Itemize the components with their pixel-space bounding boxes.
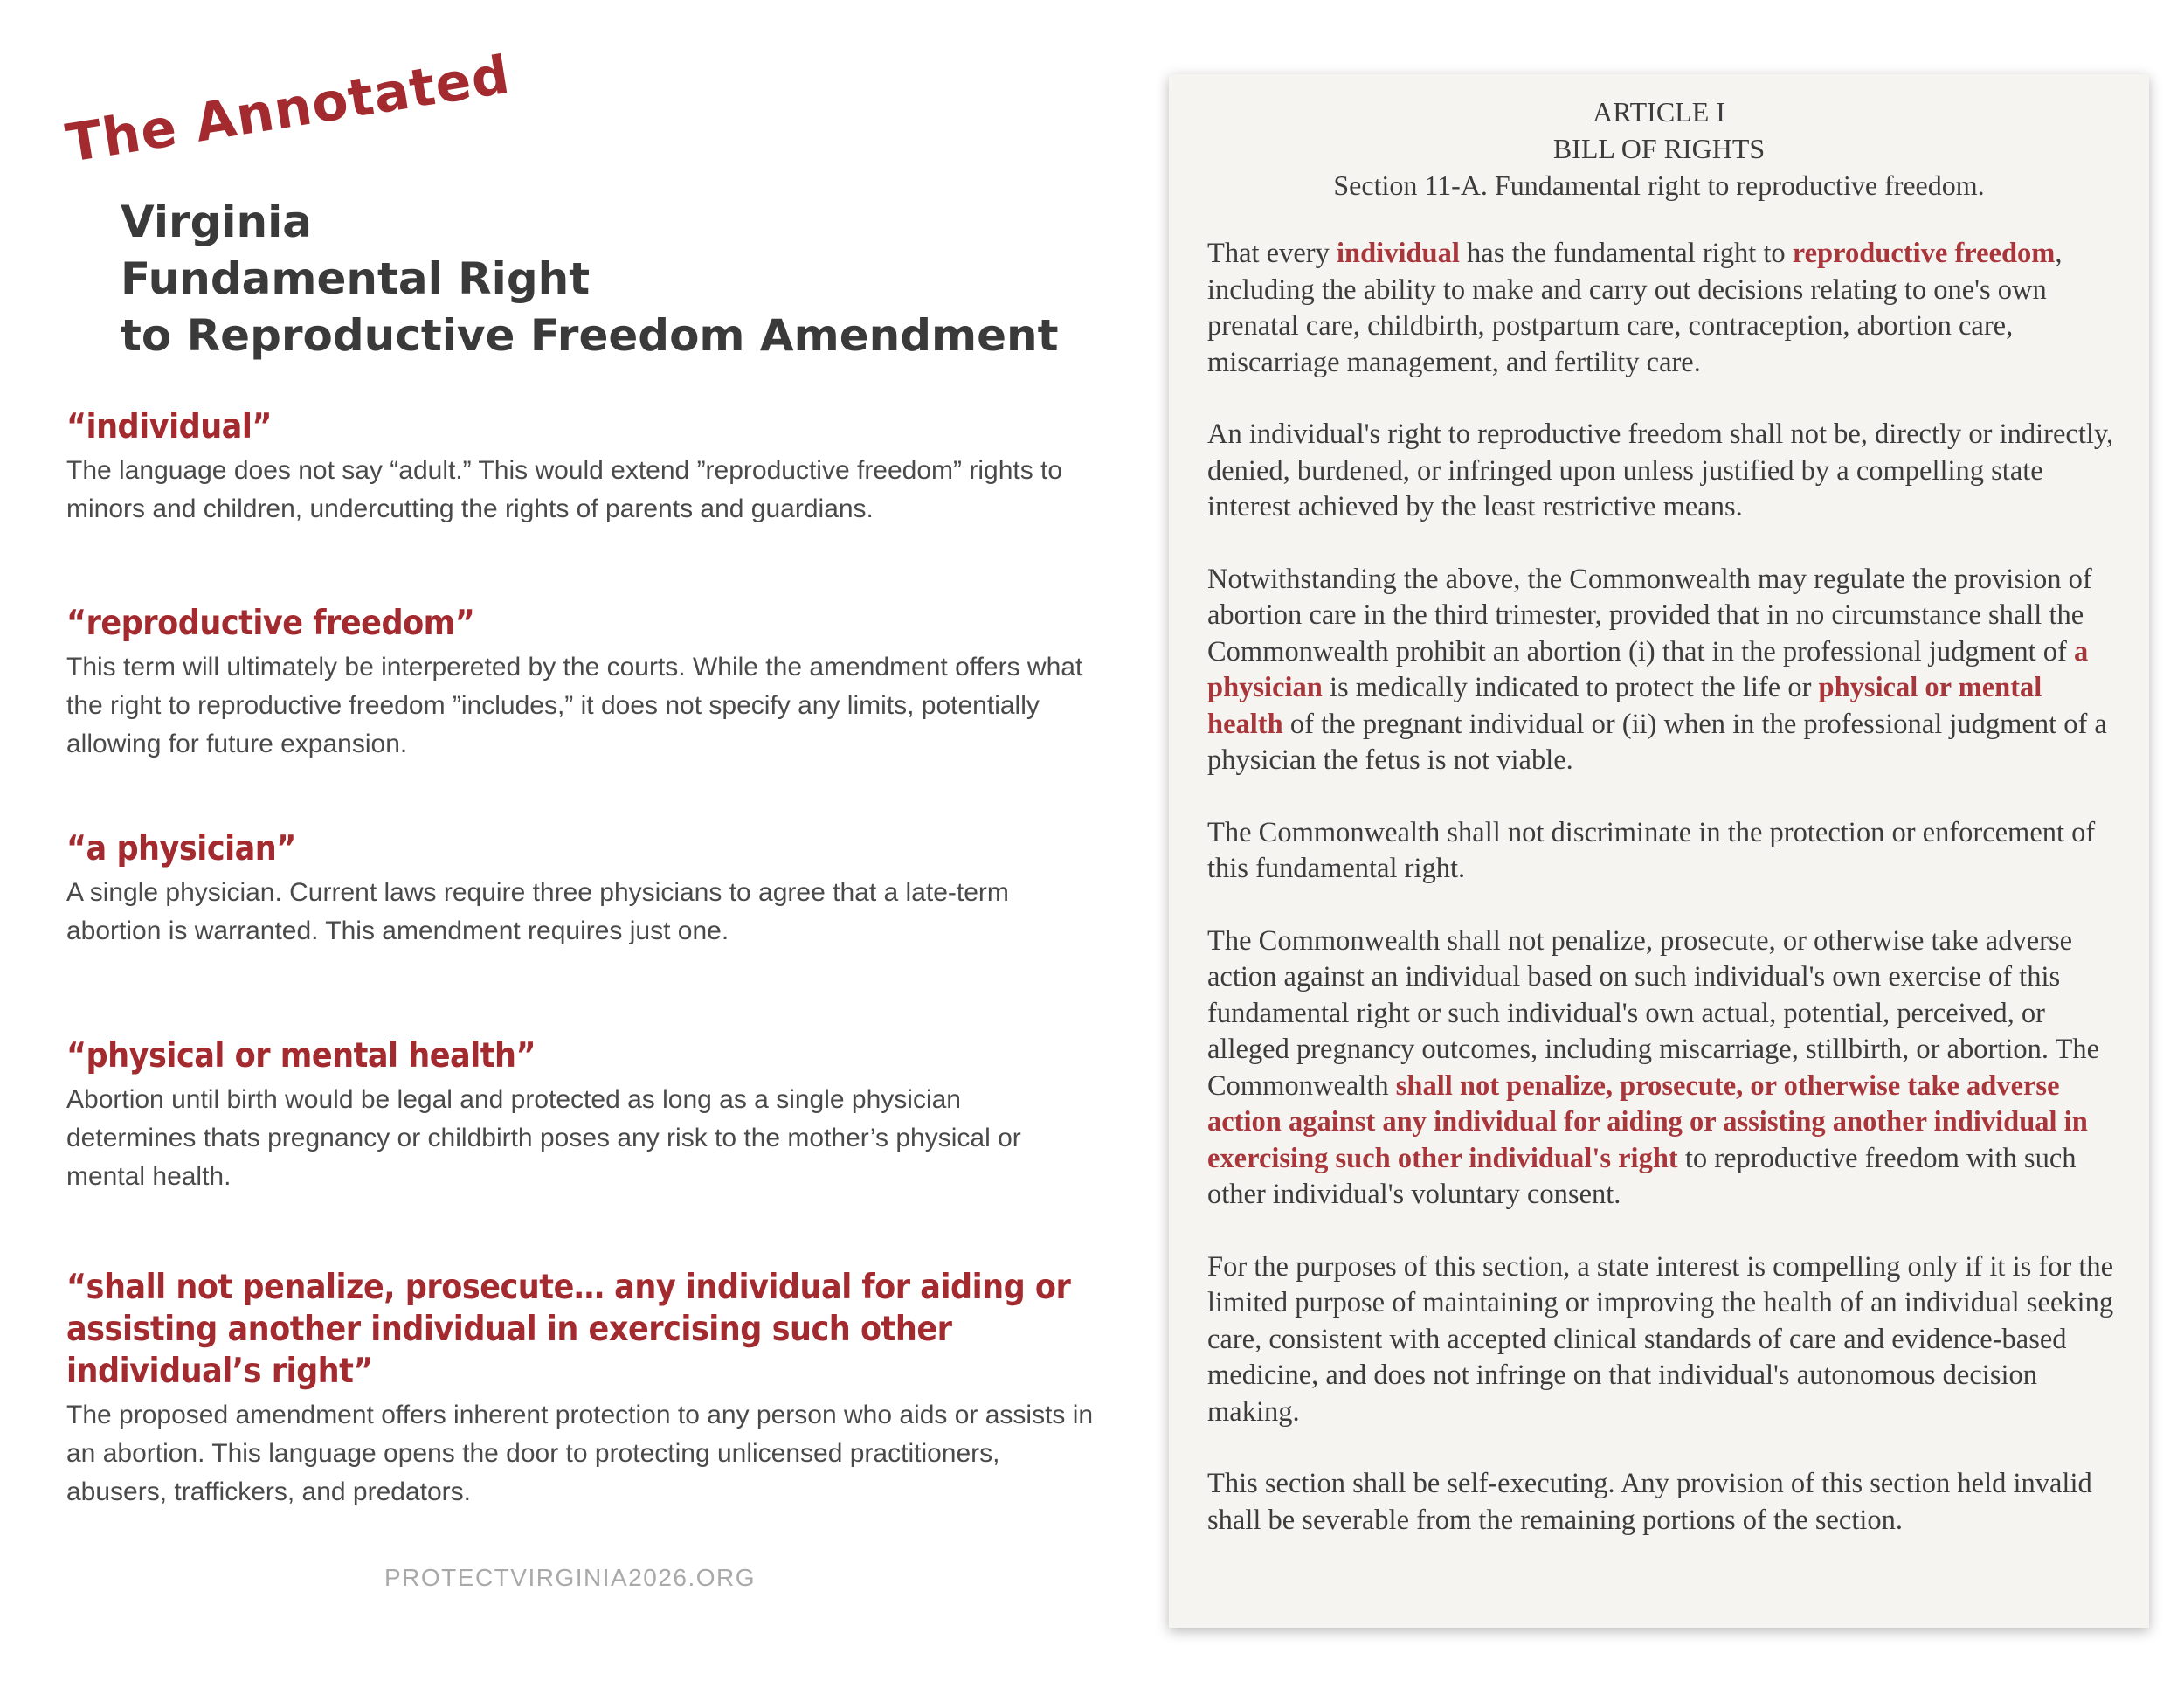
section-heading: Section 11-A. Fundamental right to reproductive freedom. bbox=[1333, 169, 1985, 201]
paragraph-text: This section shall be self-executing. Any provision of this section held invalid shall be severable from the remaining portions of the section. bbox=[1207, 1468, 2092, 1536]
annotation-term: “shall not penalize, prosecute… any individual for aiding or assisting another individual in exercising such other individual’s right” bbox=[66, 1268, 1071, 1391]
annotation-a-physician bbox=[66, 828, 1097, 951]
title-line-virginia: Virginia bbox=[121, 197, 313, 247]
paragraph-text: The Commonwealth shall not discriminate in the protection or enforcement of this fundamental right. bbox=[1207, 816, 2096, 884]
paragraph-text: of the pregnant individual or (ii) when in the professional judgment of a physician the fetus is not viable. bbox=[1207, 708, 2107, 776]
annotation-body: Abortion until birth would be legal and protected as long as a single physician determines thats pregnancy or childbirth poses any risk to the mother’s physical or mental health. bbox=[66, 1085, 1021, 1191]
paragraph-text: , including the ability to make and carry out decisions relating to one's own prenatal care, childbirth, postpartum care, contraception, abortion care, miscarriage management, and fertility care. bbox=[1207, 238, 2063, 378]
amendment-header bbox=[1169, 93, 2149, 204]
amendment-paragraph bbox=[1207, 417, 2116, 526]
annotation-term: “physical or mental health” bbox=[66, 1036, 536, 1076]
annotation-term: “a physician” bbox=[66, 829, 296, 868]
annotation-body: A single physician. Current laws require three physicians to agree that a late-term abortion is warranted. This amendment requires just one. bbox=[66, 878, 1009, 945]
amendment-body bbox=[1207, 236, 2116, 1574]
footer-url: PROTECTVIRGINIA2026.ORG bbox=[384, 1564, 757, 1591]
annotated-script-title: The Annotated bbox=[62, 44, 515, 176]
page-title bbox=[121, 194, 1059, 364]
amendment-paragraph bbox=[1207, 924, 2116, 1214]
paragraph-text: to reproductive freedom with such other individual's voluntary consent. bbox=[1207, 1142, 2077, 1210]
highlighted-phrase: reproductive freedom bbox=[1792, 238, 2056, 269]
annotation-body: This term will ultimately be interpereted by the courts. While the amendment offers what the right to reproductive freedom ”includes,” it does not specify any limits, potentially allowing for future expansion. bbox=[66, 653, 1083, 758]
amendment-paragraph bbox=[1207, 236, 2116, 381]
title-line-amendment: to Reproductive Freedom Amendment bbox=[121, 310, 1059, 361]
paragraph-text: An individual's right to reproductive freedom shall not be, directly or indirectly, denied, burdened, or infringed upon unless justified by a compelling state interest achieved by the least restrictive means. bbox=[1207, 419, 2114, 522]
annotation-physical-or-mental-health bbox=[66, 1035, 1097, 1196]
paragraph-text: For the purposes of this section, a state interest is compelling only if it is for the limited purpose of maintaining or improving the health of an individual seeking care, consistent with accepted clinical standards of care and evidence-based medicine, and does not infringe on that individual's autonomous decision making. bbox=[1207, 1250, 2114, 1428]
annotation-term: “reproductive freedom” bbox=[66, 604, 475, 643]
annotation-shall-not-penalize bbox=[66, 1267, 1097, 1512]
annotation-body: The language does not say “adult.” This would extend ”reproductive freedom” rights to minors and children, undercutting the rights of parents and guardians. bbox=[66, 456, 1063, 523]
paragraph-text: is medically indicated to protect the life or bbox=[1322, 672, 1819, 703]
amendment-paragraph bbox=[1207, 815, 2116, 888]
annotation-individual bbox=[66, 406, 1097, 529]
paragraph-text: That every bbox=[1207, 238, 1337, 269]
paragraph-text: The Commonwealth shall not penalize, prosecute, or otherwise take adverse action against an individual based on such individual's own exercise of this fundamental right or such individual's own actual, potential, perceived, or alleged pregnancy outcomes, including miscarriage, stillbirth, or abortion. The Commonwealth bbox=[1207, 924, 2100, 1102]
highlighted-phrase: physical or mental health bbox=[1207, 672, 2042, 740]
highlighted-phrase: shall not penalize, prosecute, or otherwise take adverse action against any individual for aiding or assisting another individual in exercising such other individual's right bbox=[1207, 1069, 2088, 1174]
annotation-term: “individual” bbox=[66, 407, 272, 446]
title-line-fundamental-right: Fundamental Right bbox=[121, 253, 591, 304]
amendment-paragraph bbox=[1207, 562, 2116, 779]
article-heading: ARTICLE I bbox=[1593, 96, 1725, 128]
annotation-reproductive-freedom bbox=[66, 603, 1097, 764]
highlighted-phrase: individual bbox=[1336, 238, 1460, 269]
amendment-paragraph bbox=[1207, 1466, 2116, 1539]
paragraph-text: Notwithstanding the above, the Commonwealth may regulate the provision of abortion care in the third trimester, provided that in no circumstance shall the Commonwealth prohibit an abortion (i) that in the professional judgment of bbox=[1207, 563, 2092, 668]
amendment-paragraph bbox=[1207, 1249, 2116, 1431]
paragraph-text: has the fundamental right to bbox=[1459, 238, 1793, 269]
highlighted-phrase: a physician bbox=[1207, 635, 2089, 703]
bill-of-rights-heading: BILL OF RIGHTS bbox=[1552, 133, 1766, 164]
amendment-text-panel bbox=[1169, 74, 2149, 1628]
annotation-body: The proposed amendment offers inherent protection to any person who aids or assists in an abortion. This language opens the door to protecting unlicensed practitioners, abusers, traffickers, and predators. bbox=[66, 1401, 1094, 1506]
